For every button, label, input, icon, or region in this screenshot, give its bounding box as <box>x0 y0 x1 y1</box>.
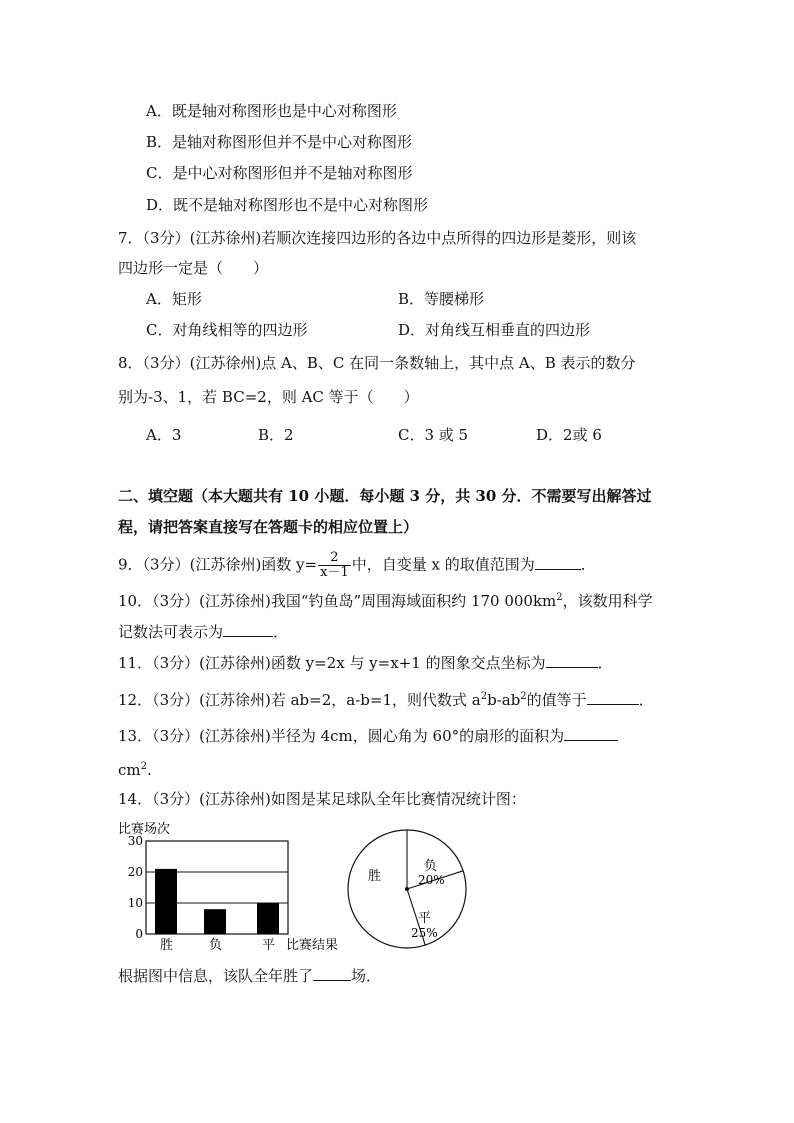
q6-option-d: D．既不是轴对称图形也不是中心对称图形 <box>146 196 429 214</box>
bar-chart-xlabel: 比赛结果 <box>286 938 339 953</box>
bar-chart <box>118 821 338 953</box>
q13-unit: cm <box>118 761 141 779</box>
q12-answer-blank[interactable] <box>587 690 639 705</box>
q7-option-b: B．等腰梯形 <box>398 290 485 308</box>
q12-end: ． <box>638 691 654 709</box>
q9-fraction <box>318 551 351 580</box>
q13-answer-blank[interactable] <box>564 726 618 741</box>
pie-chart <box>348 830 466 948</box>
bar-xtick-label: 胜 <box>160 938 174 953</box>
q7-stem-line2: 四边形一定是（ ） <box>118 259 269 277</box>
q7-stem-line1: 7．（3分）(江苏徐州)若顺次连接四边形的各边中点所得的四边形是菱形，则该 <box>118 229 637 247</box>
q11-line <box>118 653 613 673</box>
q13-end: . <box>147 761 152 779</box>
q7-option-c: C．对角线相等的四边形 <box>146 321 308 339</box>
bar-xtick-label: 平 <box>262 938 276 953</box>
q8-stem-line2: 别为-3、1，若 BC=2，则 AC 等于（ ） <box>118 388 419 406</box>
q9-suffix: 中，自变量 x 的取值范围为 <box>351 555 535 574</box>
q6-option-a: A．既是轴对称图形也是中心对称图形 <box>146 102 397 120</box>
q9-prefix: 9．（3分）(江苏徐州)函数 y= <box>118 555 318 574</box>
q9-line <box>118 551 596 580</box>
q10-superscript: 2 <box>556 592 563 603</box>
q10-text-end: ，该数用科学 <box>562 592 653 610</box>
q13-text: 13．（3分）(江苏徐州)半径为 4cm，圆心角为 60°的扇形的面积为 <box>118 727 565 745</box>
q10-answer-blank[interactable] <box>223 622 273 637</box>
bar-chart-ylabel: 比赛场次 <box>118 822 171 837</box>
q6-option-c: C．是中心对称图形但并不是轴对称图形 <box>146 164 413 182</box>
q14-question-line <box>118 966 381 986</box>
q12-text3: 的值等于 <box>526 691 587 709</box>
q8-option-c: C．3 或 5 <box>398 426 469 444</box>
section-heading-line1: 二、填空题（本大题共有 10 小题．每小题 3 分，共 30 分．不需要写出解答过 <box>118 487 652 505</box>
q9-answer-blank[interactable] <box>535 555 581 570</box>
bar-2 <box>257 903 279 934</box>
bar-ytick-label: 20 <box>127 865 143 879</box>
q10-text: 10．（3分）(江苏徐州)我国“钓鱼岛”周围海域面积约 170 000km <box>118 592 557 610</box>
q12-sup2: 2 <box>520 691 527 702</box>
q9-numerator: 2 <box>318 551 351 566</box>
q12-text1: 12．（3分）(江苏徐州)若 ab=2，a-b=1，则代数式 a <box>118 691 481 709</box>
q14-stem: 14．（3分）(江苏徐州)如图是某足球队全年比赛情况统计图： <box>118 790 526 808</box>
q13-line2 <box>118 760 152 780</box>
pie-label-ping: 平 <box>418 911 432 926</box>
q12-text2: b-ab <box>487 691 521 709</box>
q8-option-a: A．3 <box>146 426 182 444</box>
pie-percent-fu: 20% <box>418 873 445 887</box>
bar-ytick-label: 30 <box>127 834 143 848</box>
q10-line2-text: 记数法可表示为 <box>118 623 224 641</box>
bar-ytick-label: 10 <box>127 896 143 910</box>
q10-end: ． <box>273 623 289 641</box>
q10-line1 <box>118 591 653 611</box>
q9-end: ． <box>580 555 596 574</box>
q12-sup1: 2 <box>480 691 488 702</box>
q8-option-b: B．2 <box>258 426 294 444</box>
q14-answer-blank[interactable] <box>313 966 351 981</box>
q11-end: ． <box>597 654 613 672</box>
q8-option-d: D．2或 6 <box>536 426 602 444</box>
pie-percent-ping: 25% <box>411 926 438 940</box>
q6-option-b: B．是轴对称图形但并不是中心对称图形 <box>146 133 413 151</box>
q9-denominator: x－1 <box>320 565 349 580</box>
q14-figure <box>118 818 478 958</box>
q14-after-text: 根据图中信息，该队全年胜了 <box>118 967 314 985</box>
bar-ytick-label: 0 <box>135 927 143 941</box>
q7-option-d: D．对角线互相垂直的四边形 <box>398 321 591 339</box>
q8-stem-line1: 8．（3分）(江苏徐州)点 A、B、C 在同一条数轴上，其中点 A、B 表示的数分 <box>118 354 636 372</box>
q11-answer-blank[interactable] <box>546 653 598 668</box>
pie-label-fu: 负 <box>424 859 438 874</box>
pie-center-dot <box>405 887 409 891</box>
q10-line2 <box>118 622 288 642</box>
bar-0 <box>155 869 177 934</box>
bar-1 <box>204 909 226 934</box>
bar-xtick-label: 负 <box>209 938 223 953</box>
pie-label-sheng: 胜 <box>368 869 382 884</box>
q14-after-end: 场． <box>351 967 382 985</box>
q7-option-a: A．矩形 <box>146 290 202 308</box>
q13-line1 <box>118 726 618 746</box>
q13-unit-sup: 2 <box>140 761 147 772</box>
q11-text: 11．（3分）(江苏徐州)函数 y=2x 与 y=x+1 的图象交点坐标为 <box>118 654 546 672</box>
q12-line <box>118 690 654 710</box>
section-heading-line2: 程，请把答案直接写在答题卡的相应位置上） <box>118 518 419 536</box>
